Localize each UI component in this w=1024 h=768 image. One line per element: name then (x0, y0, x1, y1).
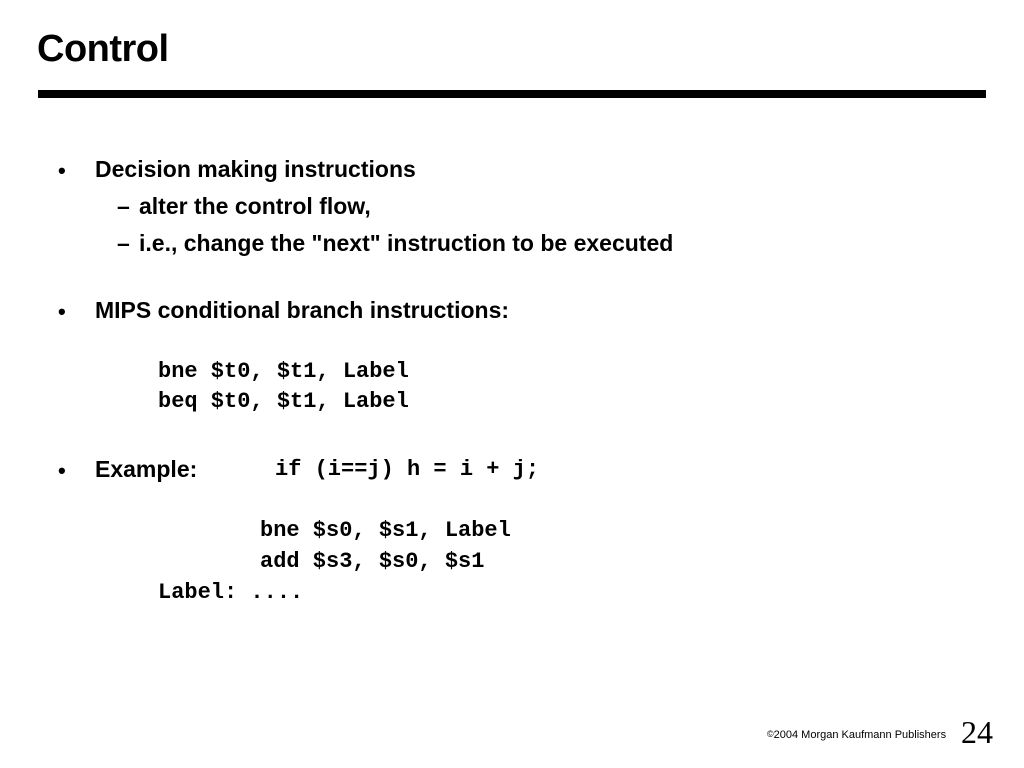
copyright-notice (767, 730, 946, 741)
copyright-symbol: © (767, 729, 774, 739)
bullet-text-decision: Decision making instructions (95, 156, 416, 182)
slide-title: Control (37, 28, 169, 70)
copyright-text: 2004 Morgan Kaufmann Publishers (773, 729, 947, 741)
code-line-beq: beq $t0, $t1, Label (158, 389, 409, 414)
bullet-text-example: Example: (95, 456, 198, 482)
subbullet-text-next-instruction: i.e., change the "next" instruction to be executed (139, 230, 674, 256)
bullet-marker: • (58, 158, 66, 183)
page-number: 24 (961, 714, 993, 750)
title-divider (38, 90, 986, 98)
code-line-add-example: add $s3, $s0, $s1 (260, 549, 485, 574)
subbullet-marker: – (117, 193, 130, 219)
example-inline-code: if (i==j) h = i + j; (275, 457, 540, 482)
bullet-text-mips-branch: MIPS conditional branch instructions: (95, 297, 510, 323)
subbullet-text-control-flow: alter the control flow, (139, 193, 371, 219)
code-line-bne: bne $t0, $t1, Label (158, 359, 409, 384)
bullet-marker: • (58, 458, 66, 483)
code-line-label-example: Label: .... (158, 580, 304, 605)
subbullet-marker: – (117, 230, 130, 256)
bullet-marker: • (58, 299, 66, 324)
code-line-bne-example: bne $s0, $s1, Label (260, 518, 511, 543)
